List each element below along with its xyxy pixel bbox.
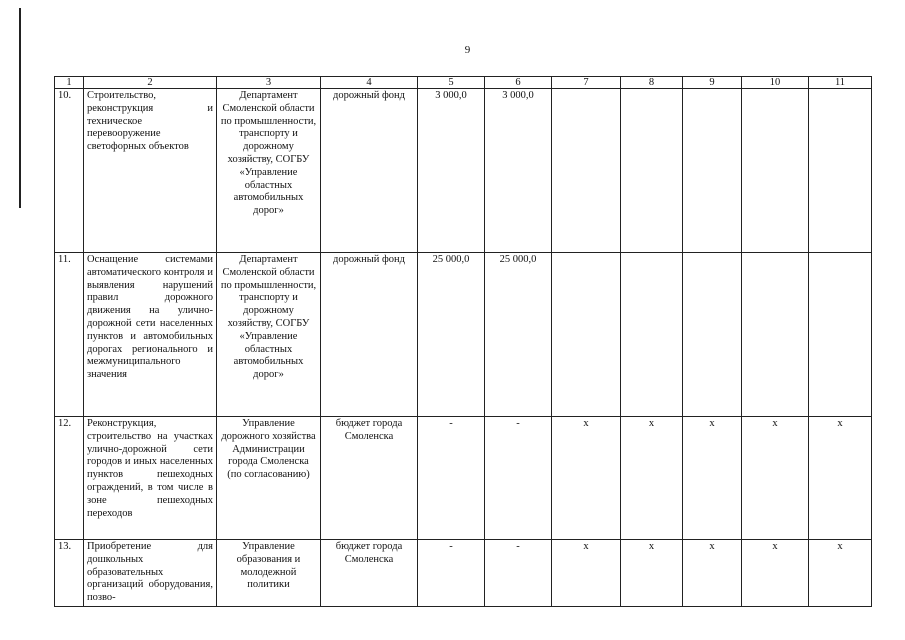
column-header: 1 <box>55 77 84 89</box>
activity-description: Строительство, реконструкция и техническое перевооружение светофорных объектов <box>84 89 217 253</box>
margin-line <box>19 8 21 208</box>
amount-col6: - <box>485 540 552 607</box>
column-header: 3 <box>217 77 321 89</box>
row-number: 13. <box>55 540 84 607</box>
column-header: 9 <box>683 77 742 89</box>
cell-col8 <box>621 253 683 417</box>
amount-total: 25 000,0 <box>418 253 485 417</box>
amount-total: - <box>418 417 485 540</box>
executor: Управление образования и молодежной политики <box>217 540 321 607</box>
cell-col7 <box>552 89 621 253</box>
amount-col6: 3 000,0 <box>485 89 552 253</box>
amount-total: - <box>418 540 485 607</box>
activity-description: Оснащение системами автоматического контроля и выявления нарушений правил дорожного движения на улично-дорожной сети населенных пунктов и автомобильных дорогах регионального и межмуниципального значения <box>84 253 217 417</box>
executor: Управление дорожного хозяйства Администрации города Смоленска (по согласованию) <box>217 417 321 540</box>
cell-col11 <box>809 89 872 253</box>
column-header: 5 <box>418 77 485 89</box>
cell-col7: х <box>552 417 621 540</box>
program-table <box>54 76 872 607</box>
funding-source: бюджет города Смоленска <box>321 540 418 607</box>
cell-col10 <box>742 89 809 253</box>
cell-col7: х <box>552 540 621 607</box>
executor: Департамент Смоленской области по промышленности, транспорту и дорожному хозяйству, СОГБУ «Управление областных автомобильных дорог» <box>217 253 321 417</box>
cell-col10: х <box>742 417 809 540</box>
cell-col8: х <box>621 417 683 540</box>
page-number: 9 <box>464 44 471 56</box>
cell-col9: х <box>683 417 742 540</box>
cell-col10: х <box>742 540 809 607</box>
column-header: 11 <box>809 77 872 89</box>
activity-description: Реконструкция, строительство на участках улично-дорожной сети городов и иных населенных пунктов пешеходных ограждений, в том числе в зоне пешеходных переходов <box>84 417 217 540</box>
cell-col9: х <box>683 540 742 607</box>
table-row <box>55 89 872 253</box>
table-row <box>55 253 872 417</box>
cell-col11 <box>809 253 872 417</box>
amount-col6: 25 000,0 <box>485 253 552 417</box>
cell-col9 <box>683 89 742 253</box>
cell-col11: х <box>809 540 872 607</box>
column-header: 8 <box>621 77 683 89</box>
funding-source: дорожный фонд <box>321 89 418 253</box>
table-row <box>55 417 872 540</box>
column-header: 6 <box>485 77 552 89</box>
column-number-row <box>55 77 872 89</box>
row-number: 11. <box>55 253 84 417</box>
amount-col6: - <box>485 417 552 540</box>
cell-col11: х <box>809 417 872 540</box>
column-header: 4 <box>321 77 418 89</box>
amount-total: 3 000,0 <box>418 89 485 253</box>
row-number: 10. <box>55 89 84 253</box>
activity-description: Приобретение для дошкольных образовательных организаций оборудования, позво- <box>84 540 217 607</box>
executor: Департамент Смоленской области по промышленности, транспорту и дорожному хозяйству, СОГБУ «Управление областных автомобильных дорог» <box>217 89 321 253</box>
column-header: 10 <box>742 77 809 89</box>
cell-col7 <box>552 253 621 417</box>
table-row <box>55 540 872 607</box>
funding-source: бюджет города Смоленска <box>321 417 418 540</box>
cell-col9 <box>683 253 742 417</box>
cell-col10 <box>742 253 809 417</box>
row-number: 12. <box>55 417 84 540</box>
cell-col8: х <box>621 540 683 607</box>
cell-col8 <box>621 89 683 253</box>
funding-source: дорожный фонд <box>321 253 418 417</box>
column-header: 2 <box>84 77 217 89</box>
column-header: 7 <box>552 77 621 89</box>
